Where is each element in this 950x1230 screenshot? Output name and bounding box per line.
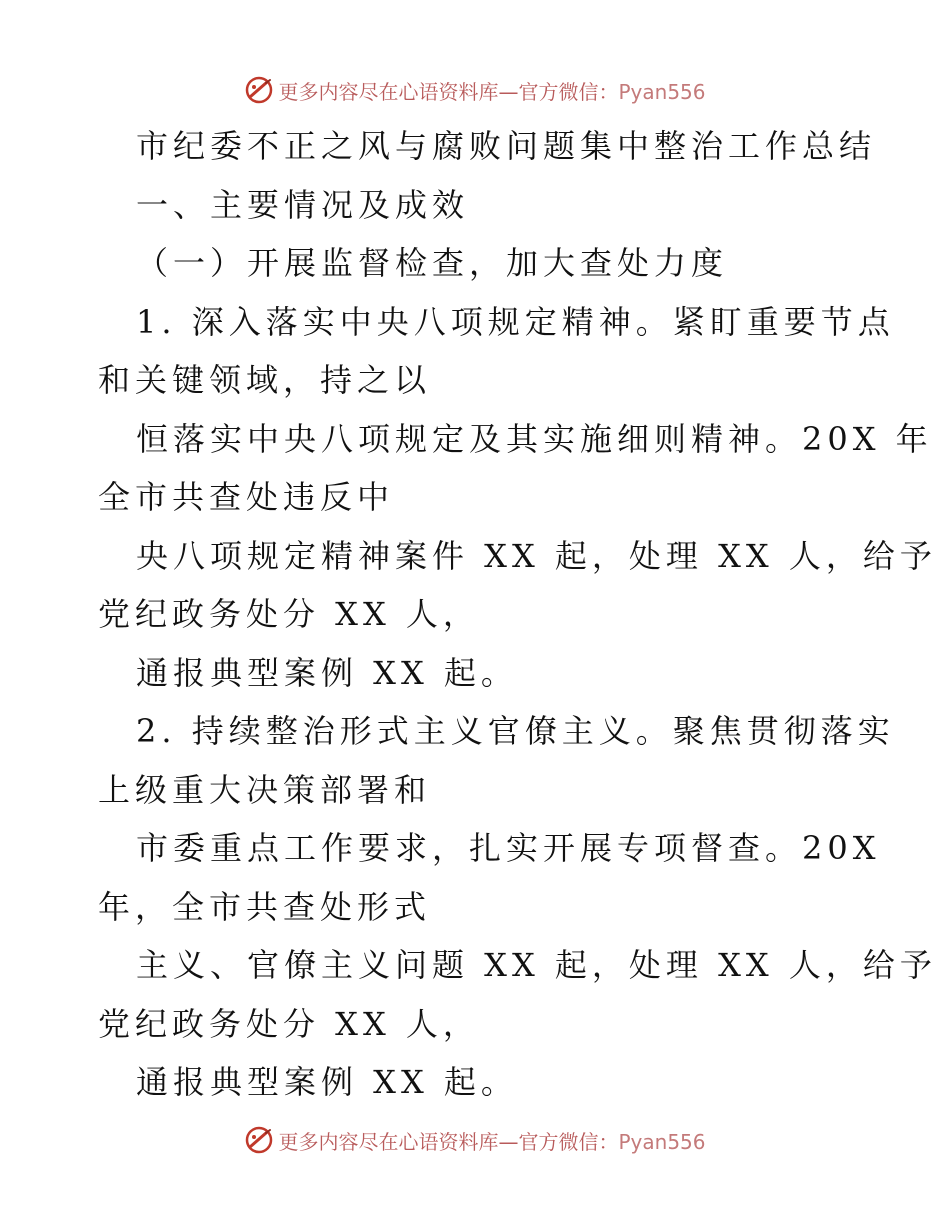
subsection-heading: （一）开展监督检查，加大查处力度 bbox=[136, 244, 729, 282]
section-heading: 一、主要情况及成效 bbox=[136, 186, 470, 224]
wechat-id: Pyan556 bbox=[618, 1129, 706, 1154]
paragraph-line: 和关键领域，持之以 bbox=[98, 361, 432, 399]
paragraph-line: 恒落实中央八项规定及其实施细则精神。20X 年 bbox=[136, 420, 933, 458]
paragraph-line: 上级重大决策部署和 bbox=[98, 771, 432, 809]
paragraph-line: 通报典型案例 XX 起。 bbox=[136, 654, 518, 692]
paragraph-line: 党纪政务处分 XX 人， bbox=[98, 1005, 480, 1043]
paragraph-line: 党纪政务处分 XX 人， bbox=[98, 595, 480, 633]
paragraph-line: 市委重点工作要求，扎实开展专项督查。20X bbox=[136, 829, 881, 867]
wechat-id: Pyan556 bbox=[618, 79, 706, 104]
document-title: 市纪委不正之风与腐败问题集中整治工作总结 bbox=[136, 127, 877, 165]
header-banner bbox=[0, 70, 950, 110]
footer-banner bbox=[0, 1120, 950, 1160]
header-banner-text: 更多内容尽在心语资料库—官方微信：Pyan556 bbox=[278, 79, 706, 104]
paragraph-line: 2. 持续整治形式主义官僚主义。聚焦贯彻落实 bbox=[136, 712, 895, 750]
pen-logo-icon bbox=[244, 1125, 274, 1155]
paragraph-line: 年，全市共查处形式 bbox=[98, 888, 432, 926]
paragraph-line: 全市共查处违反中 bbox=[98, 478, 395, 516]
paragraph-line: 央八项规定精神案件 XX 起，处理 XX 人，给予 bbox=[136, 537, 937, 575]
paragraph-line: 通报典型案例 XX 起。 bbox=[136, 1063, 518, 1101]
paragraph-line: 1. 深入落实中央八项规定精神。紧盯重要节点 bbox=[136, 303, 895, 341]
paragraph-line: 主义、官僚主义问题 XX 起，处理 XX 人，给予 bbox=[136, 946, 937, 984]
footer-banner-text: 更多内容尽在心语资料库—官方微信：Pyan556 bbox=[278, 1129, 706, 1154]
pen-logo-icon bbox=[244, 75, 274, 105]
